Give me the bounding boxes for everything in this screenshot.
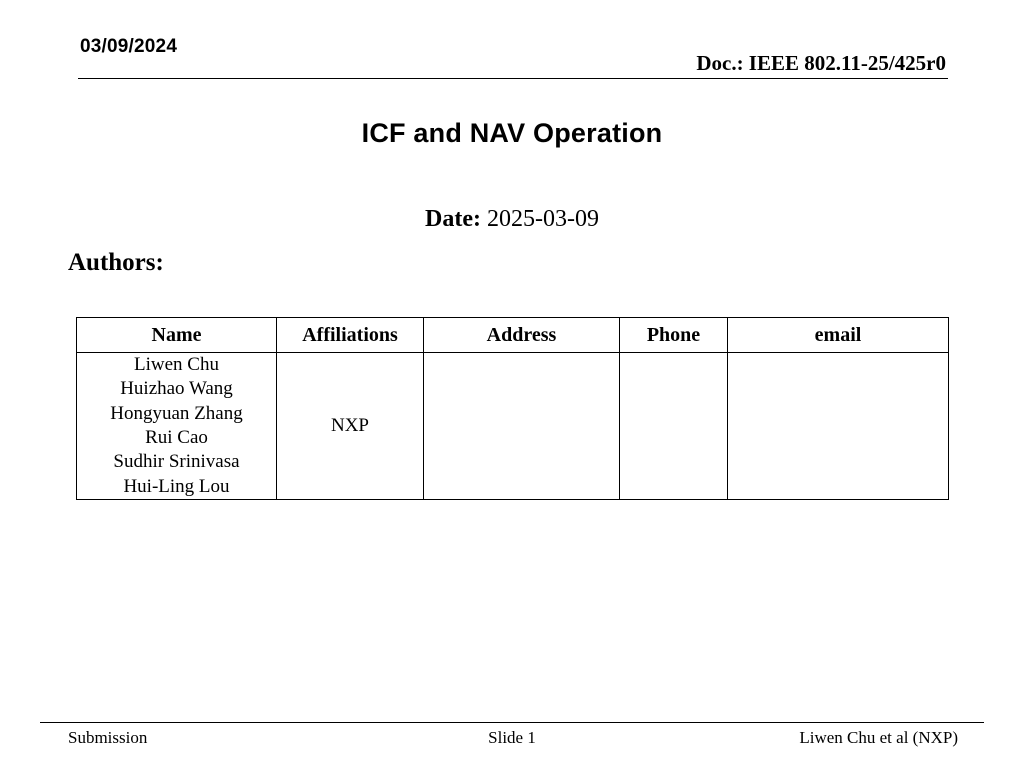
page-title: ICF and NAV Operation: [361, 118, 663, 148]
slide-footer: [40, 728, 984, 752]
footer-submission: Submission: [68, 728, 148, 747]
table-row: [77, 353, 949, 500]
cell-address: [424, 353, 620, 500]
column-header-name: Name: [77, 318, 277, 353]
header-divider: [78, 78, 948, 79]
author-name: Liwen Chu: [134, 354, 219, 375]
column-header-phone: Phone: [620, 318, 728, 353]
header-document-number: Doc.: IEEE 802.11-25/425r0: [696, 51, 946, 75]
authors-table: [76, 317, 949, 500]
column-header-email: email: [728, 318, 949, 353]
footer-divider: [40, 722, 984, 723]
footer-slide-number: Slide 1: [488, 728, 536, 747]
date-value: 2025-03-09: [486, 206, 599, 232]
author-name: Hui-Ling Lou: [123, 475, 230, 497]
header-date: 03/09/2024: [80, 36, 178, 57]
cell-email: [728, 353, 949, 500]
footer-authors: Liwen Chu et al (NXP): [799, 728, 958, 747]
slide-header: [40, 36, 984, 78]
author-name: Rui Cao: [145, 426, 208, 448]
author-name: Sudhir Srinivasa: [113, 451, 240, 473]
author-name: Hongyuan Zhang: [110, 402, 243, 424]
date-label: Date:: [425, 206, 481, 232]
column-header-address: Address: [424, 318, 620, 353]
cell-names: [77, 353, 277, 500]
cell-affiliation: NXP: [277, 353, 424, 500]
table-header-row: [77, 318, 949, 353]
author-name: Huizhao Wang: [120, 378, 233, 400]
date-line: [0, 206, 1024, 233]
cell-phone: [620, 353, 728, 500]
authors-label: Authors:: [68, 249, 164, 276]
column-header-affiliations: Affiliations: [277, 318, 424, 353]
